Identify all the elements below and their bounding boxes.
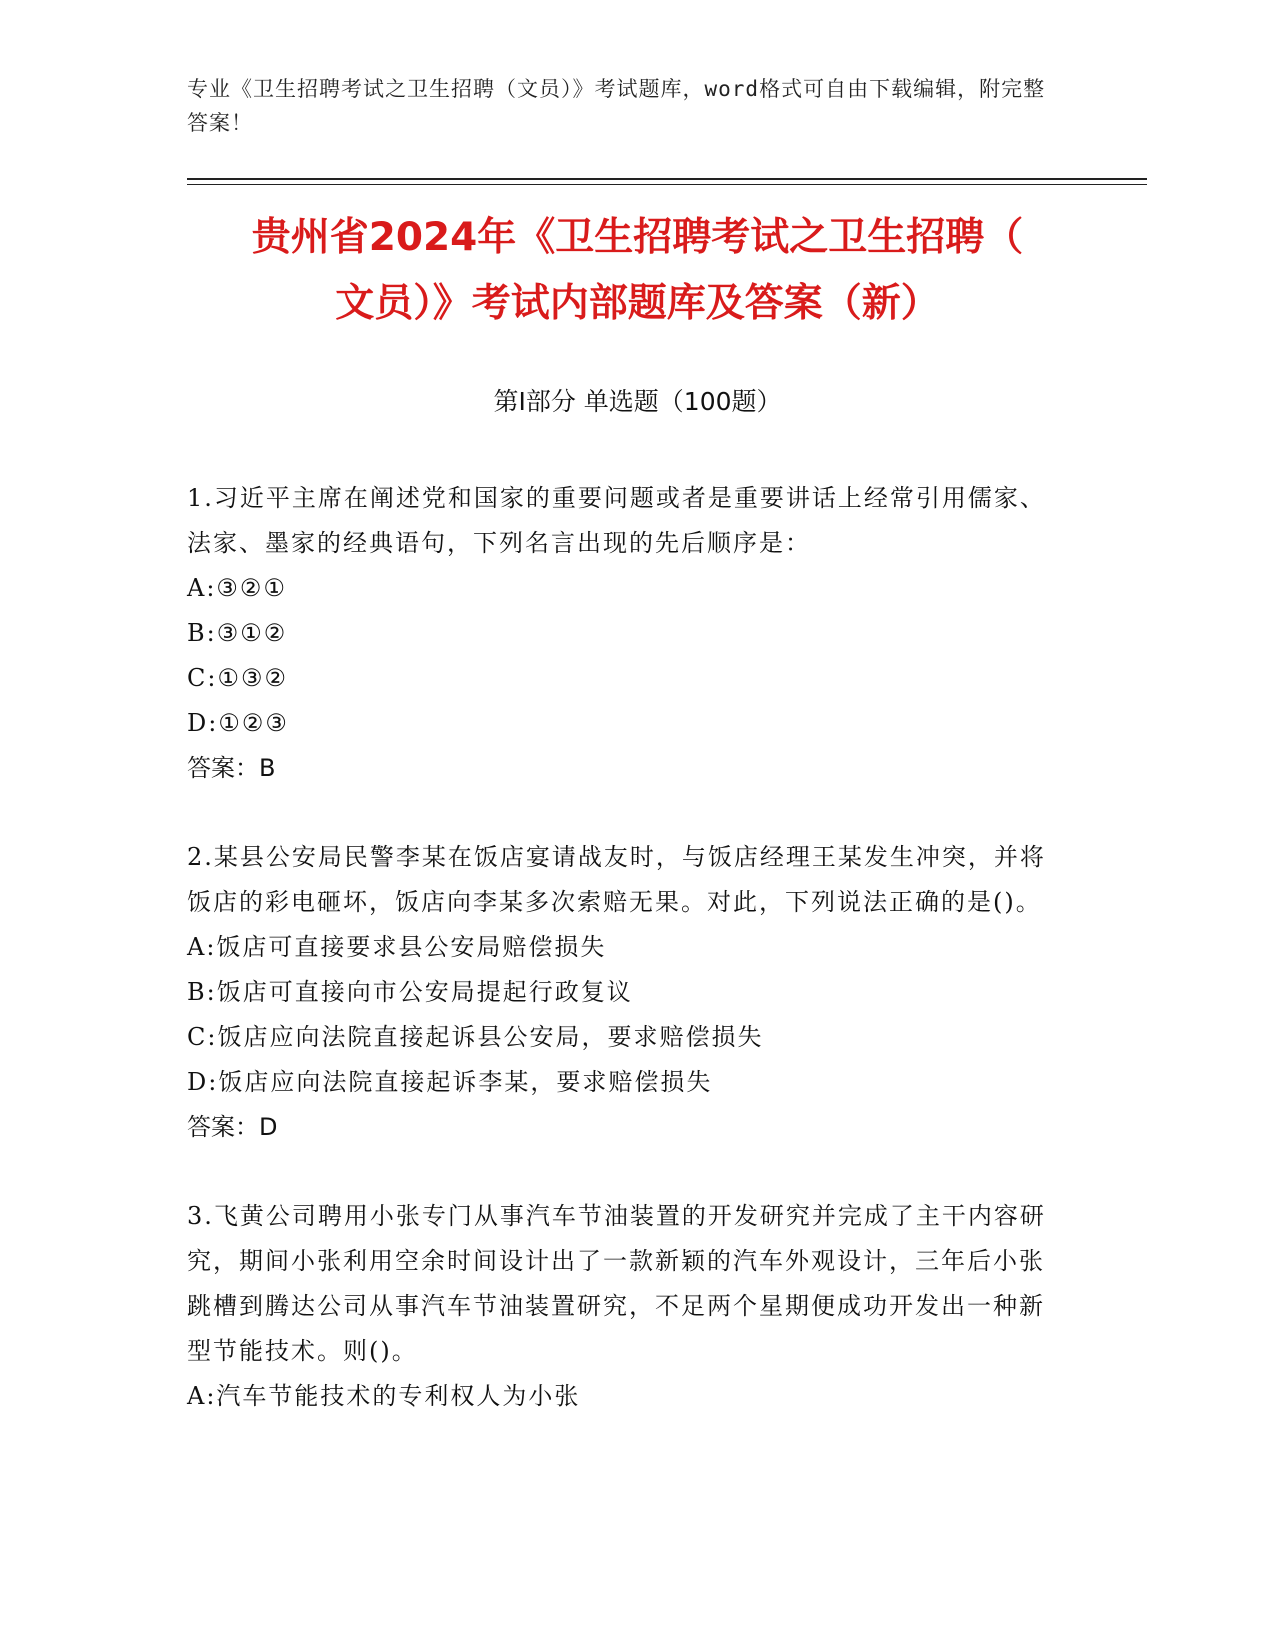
option-c: C:①③② (187, 664, 288, 692)
header-rule-thick (187, 178, 1147, 180)
header-rule-thin (187, 184, 1147, 185)
question-2 (187, 835, 1067, 1150)
option-b: B:③①② (187, 619, 288, 647)
option-b: B:饭店可直接向市公安局提起行政复议 (187, 978, 633, 1006)
option-a: A:饭店可直接要求县公安局赔偿损失 (187, 933, 607, 961)
question-stem: 2.某县公安局民警李某在饭店宴请战友时，与饭店经理王某发生冲突，并将饭店的彩电砸坏，饭店向李某多次索赔无果。对此，下列说法正确的是()。 (187, 843, 1046, 916)
option-d: D:饭店应向法院直接起诉李某，要求赔偿损失 (187, 1068, 713, 1096)
document-title-line-1: 贵州省2024年《卫生招聘考试之卫生招聘（ (251, 215, 1024, 260)
option-c: C:饭店应向法院直接起诉县公安局，要求赔偿损失 (187, 1023, 764, 1051)
question-1 (187, 476, 1067, 791)
question-3 (187, 1194, 1067, 1419)
document-title-line-2: 文员）》考试内部题库及答案（新） (335, 281, 940, 326)
document-title (150, 205, 1125, 337)
question-stem: 1.习近平主席在阐述党和国家的重要问题或者是重要讲话上经常引用儒家、法家、墨家的经典语句，下列名言出现的先后顺序是： (187, 484, 1046, 557)
answer: 答案：B (187, 754, 276, 782)
question-list (187, 476, 1067, 1463)
question-stem: 3.飞黄公司聘用小张专门从事汽车节油装置的开发研究并完成了主干内容研究，期间小张利用空余时间设计出了一款新颖的汽车外观设计，三年后小张跳槽到腾达公司从事汽车节油装置研究，不足两个星期便成功开发出一种新型节能技术。则()。 (187, 1202, 1046, 1365)
option-d: D:①②③ (187, 709, 289, 737)
option-a: A:③②① (187, 574, 287, 602)
section-title: 第Ⅰ部分 单选题（100题） (493, 387, 782, 416)
option-a: A:汽车节能技术的专利权人为小张 (187, 1382, 581, 1410)
header-note: 专业《卫生招聘考试之卫生招聘（文员）》考试题库，word格式可自由下载编辑，附完整答案！ (187, 77, 1046, 135)
answer: 答案：D (187, 1113, 278, 1141)
